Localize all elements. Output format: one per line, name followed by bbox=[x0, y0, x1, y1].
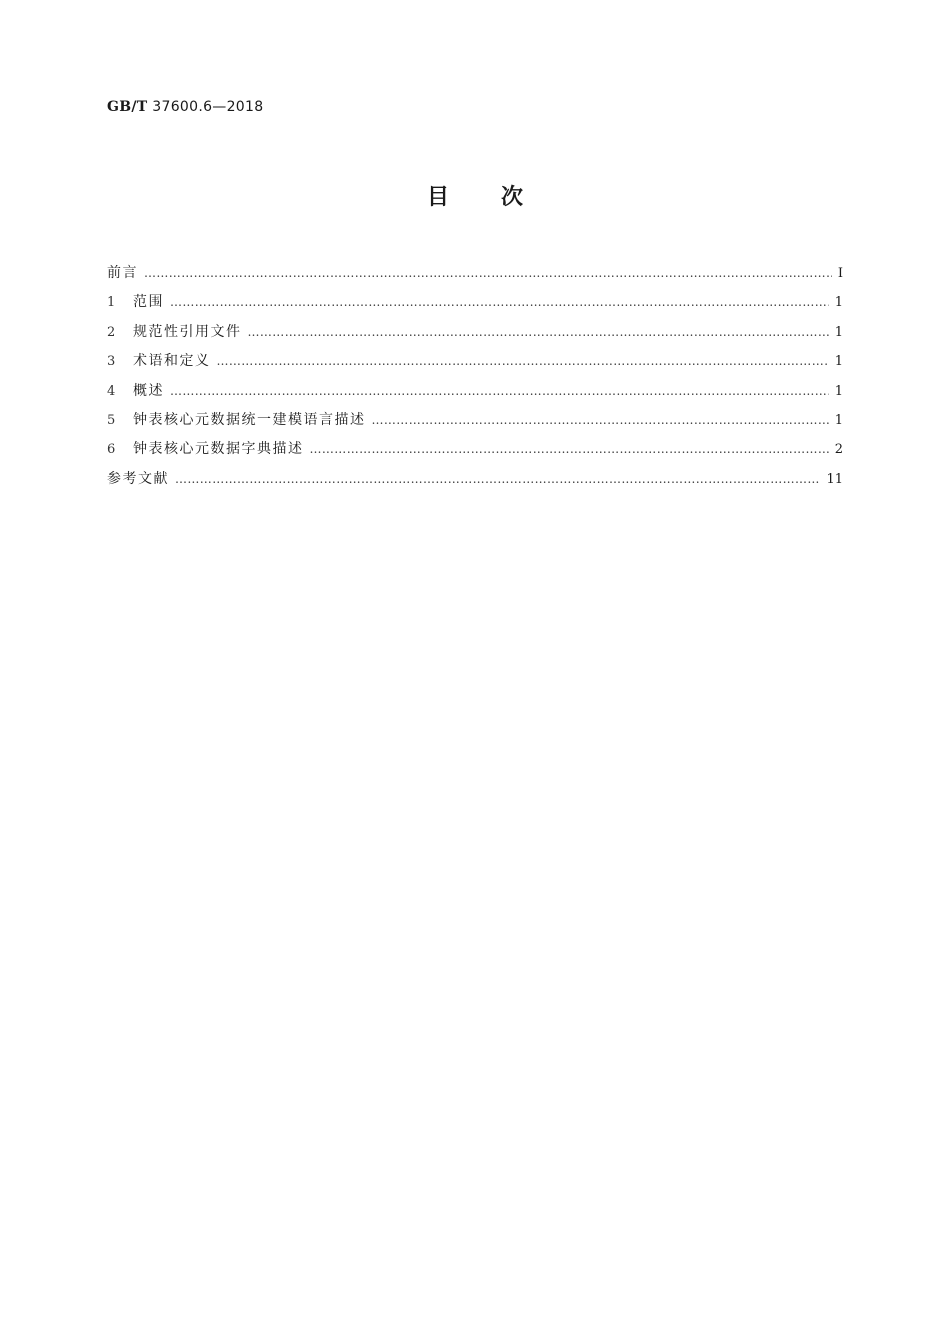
toc-entry-label: 前言 bbox=[107, 265, 138, 281]
toc-entry-label: 概述 bbox=[133, 382, 164, 399]
table-of-contents bbox=[107, 259, 843, 494]
toc-entry-number: 2 bbox=[107, 324, 116, 340]
toc-entry-number: 3 bbox=[107, 354, 116, 370]
toc-leader-dots bbox=[170, 288, 829, 317]
page-title: 目次 bbox=[426, 185, 575, 210]
toc-entry-label: 钟表核心元数据字典描述 bbox=[133, 441, 304, 458]
toc-entry-5[interactable] bbox=[107, 406, 843, 435]
toc-page-number: 1 bbox=[834, 324, 843, 340]
toc-entry-label: 术语和定义 bbox=[133, 353, 211, 370]
toc-page-number: 1 bbox=[834, 412, 843, 428]
toc-page-number: 1 bbox=[834, 295, 843, 311]
toc-entry-foreword[interactable] bbox=[107, 259, 843, 288]
toc-entry-3[interactable] bbox=[107, 347, 843, 376]
toc-leader-dots bbox=[217, 347, 829, 376]
toc-entry-4[interactable] bbox=[107, 377, 843, 406]
toc-page-number: Ⅰ bbox=[837, 266, 843, 281]
toc-leader-dots bbox=[248, 318, 829, 347]
toc-page-number: 2 bbox=[834, 442, 843, 458]
toc-entry-label: 规范性引用文件 bbox=[133, 323, 242, 340]
standard-code bbox=[107, 99, 263, 115]
toc-page-number: 11 bbox=[826, 471, 843, 487]
toc-entry-label: 范围 bbox=[133, 294, 164, 311]
toc-entry-1[interactable] bbox=[107, 288, 843, 317]
toc-entry-2[interactable] bbox=[107, 318, 843, 347]
toc-entry-number: 5 bbox=[107, 412, 116, 428]
toc-leader-dots bbox=[170, 377, 829, 406]
toc-entry-number: 1 bbox=[107, 295, 116, 311]
toc-entry-label: 钟表核心元数据统一建模语言描述 bbox=[133, 411, 366, 428]
toc-leader-dots bbox=[144, 259, 832, 288]
toc-page-number: 1 bbox=[834, 354, 843, 370]
toc-leader-dots bbox=[372, 406, 829, 435]
toc-page-number: 1 bbox=[834, 383, 843, 399]
toc-entry-references[interactable] bbox=[107, 465, 843, 494]
toc-entry-6[interactable] bbox=[107, 435, 843, 464]
toc-leader-dots bbox=[175, 465, 820, 494]
toc-entry-number: 6 bbox=[107, 442, 116, 458]
toc-leader-dots bbox=[310, 435, 829, 464]
toc-entry-number: 4 bbox=[107, 383, 116, 399]
toc-entry-label: 参考文献 bbox=[107, 470, 169, 487]
standard-number: 37600.6—2018 bbox=[152, 99, 264, 115]
standard-prefix: GB/T bbox=[107, 99, 148, 115]
